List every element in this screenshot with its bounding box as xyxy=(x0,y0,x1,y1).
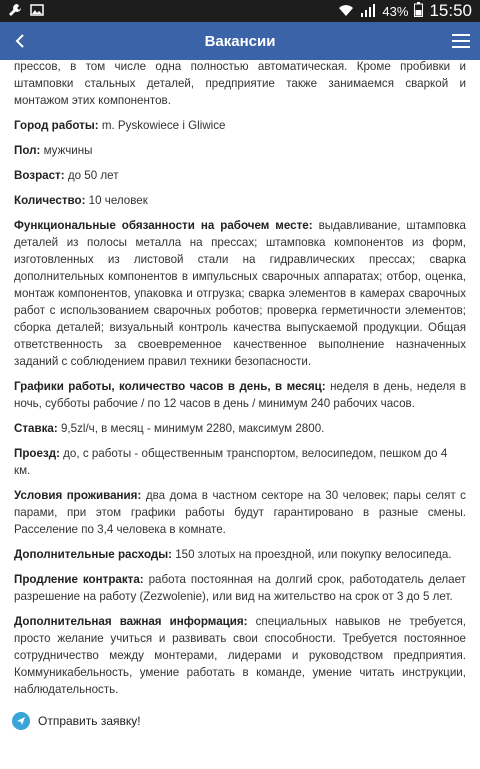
field-duties xyxy=(14,217,466,370)
field-additional-info xyxy=(14,613,466,698)
field-city xyxy=(14,117,466,134)
signal-icon xyxy=(360,3,376,20)
field-value: m. Pyskowiece i Gliwice xyxy=(98,119,226,132)
send-application-label: Отправить заявку! xyxy=(38,714,141,728)
battery-percent: 43% xyxy=(382,3,409,19)
field-quantity xyxy=(14,192,466,209)
field-housing xyxy=(14,487,466,538)
field-value: 10 человек xyxy=(85,194,148,207)
battery-icon xyxy=(414,2,423,20)
field-label: Ставка: xyxy=(14,422,58,435)
image-icon xyxy=(30,3,44,20)
field-contract xyxy=(14,571,466,605)
field-value: 9,5zl/ч, в месяц - минимум 2280, максимум 2800. xyxy=(57,422,325,435)
chevron-left-icon xyxy=(14,33,26,49)
hamburger-menu-icon[interactable] xyxy=(452,31,470,51)
field-label: Дополнительные расходы: xyxy=(14,548,172,561)
field-value: специальных навыков не требуется, просто желание учиться и развивать свои способности. Требуется постоянное сотрудничество между монтерами, лидерами и руководством предприятия. Коммуникабельность, умение работать в команде, умение читать инструкции, наблюдательность. xyxy=(14,615,466,696)
vacancy-intro: прессов, в том числе одна полностью автоматическая. Кроме пробивки и штамповки стальных деталей, предприятие также занимаемся сваркой и монтажом этих компонентов. xyxy=(14,60,466,107)
field-value: до 50 лет xyxy=(64,169,119,182)
page-title: Вакансии xyxy=(204,32,276,50)
field-value: выдавливание, штамповка деталей из полосы металла на прессах; штамповка компонентов из форм, изготовленных из листовой стали на гидравлических прессах; сварка дополнительных компонентов в импульсных сварочных аппаратах; отбор, оценка, монтаж компонентов, упаковка и отгрузка; сварка элементов в камерах сварочных работ с использованием сварочных роботов; проверка герметичности элементов; сборка деталей; визуальный контроль качества выпускаемой продукции. Общая ответственность за своевременное качественное выполнение назначенных заданий с соблюдением правил техники безопасности. xyxy=(14,219,466,368)
vacancy-details xyxy=(0,58,480,698)
field-rate xyxy=(14,420,466,437)
clock: 15:50 xyxy=(429,1,472,20)
field-schedule xyxy=(14,378,466,412)
field-value: неделя в день, неделя в ночь, субботы рабочие / по 12 часов в день / минимум 240 рабочих часов. xyxy=(14,380,466,410)
field-label: Количество: xyxy=(14,194,86,207)
field-value: 150 злотых на проездной, или покупку велосипеда. xyxy=(172,548,452,561)
send-application-link[interactable] xyxy=(12,712,480,730)
field-label: Проезд: xyxy=(14,447,60,460)
field-label: Функциональные обязанности на рабочем месте: xyxy=(14,219,313,232)
field-label: Продление контракта: xyxy=(14,573,144,586)
field-value: до, с работы - общественным транспортом, велосипедом, пешком до 4 км. xyxy=(14,447,448,477)
wrench-icon xyxy=(8,3,22,20)
field-label: Дополнительная важная информация: xyxy=(14,615,248,628)
back-button[interactable] xyxy=(0,22,40,60)
field-expenses xyxy=(14,546,466,563)
wifi-icon xyxy=(338,3,354,20)
field-value: два дома в частном секторе на 30 человек; пары селят с парами, при этом графики работы будут гарантировано в разные смены. Расселение по 3,4 человека в комнате. xyxy=(14,489,466,536)
field-label: Возраст: xyxy=(14,169,65,182)
field-value: мужчины xyxy=(40,144,93,157)
field-age xyxy=(14,167,466,184)
status-bar xyxy=(0,0,480,22)
app-bar xyxy=(0,22,480,60)
field-value: работа постоянная на долгий срок, работодатель делает разрешение на работу (Zezwolenie), или вид на жительство на срок от 3 до 5 лет. xyxy=(14,573,466,603)
field-label: Условия проживания: xyxy=(14,489,142,502)
field-label: Графики работы, количество часов в день, в месяц: xyxy=(14,380,326,393)
field-label: Пол: xyxy=(14,144,41,157)
send-icon xyxy=(12,712,30,730)
field-gender xyxy=(14,142,466,159)
field-label: Город работы: xyxy=(14,119,99,132)
field-commute xyxy=(14,445,466,479)
